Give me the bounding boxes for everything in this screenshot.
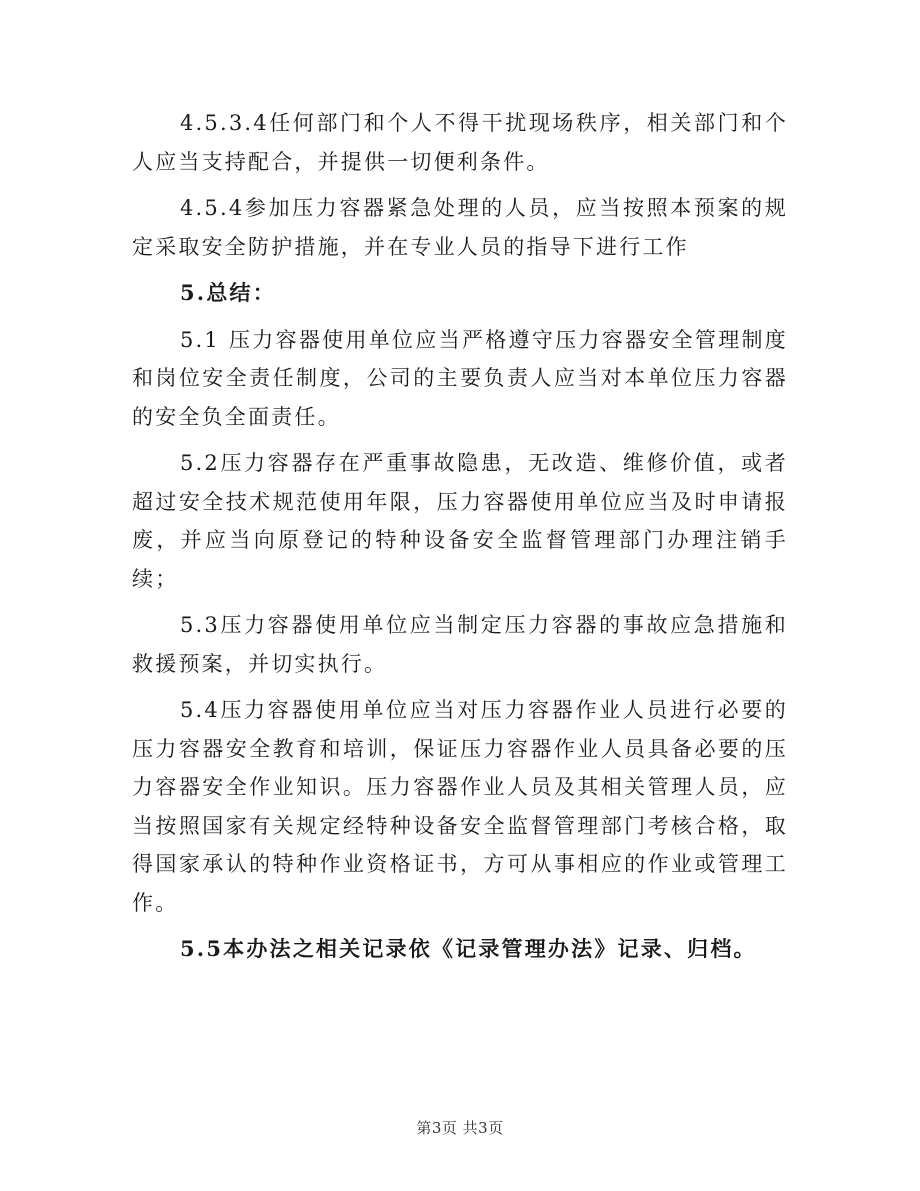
paragraph-5-3: 5.3压力容器使用单位应当制定压力容器的事故应急措施和救援预案，并切实执行。: [132, 613, 788, 676]
section-heading-summary: 5.总结：: [180, 280, 276, 305]
paragraph-5-2: 5.2压力容器存在严重事故隐患，无改造、维修价值，或者超过安全技术规范使用年限，压力容器使用单位应当及时申请报废，并应当向原登记的特种设备安全监督管理部门办理注销手续；: [132, 451, 788, 591]
paragraph-5-4: 5.4压力容器使用单位应当对压力容器作业人员进行必要的压力容器安全教育和培训，保证压力容器作业人员具备必要的压力容器安全作业知识。压力容器作业人员及其相关管理人员，应当按照国家有关规定经特种设备安全监督管理部门考核合格，取得国家承认的特种作业资格证书，方可从事相应的作业或管理工作。: [132, 698, 788, 915]
paragraph-5-1: 5.1 压力容器使用单位应当严格遵守压力容器安全管理制度和岗位安全责任制度，公司的主要负责人应当对本单位压力容器的安全负全面责任。: [132, 327, 788, 429]
paragraph-4-5-3-4: 4.5.3.4任何部门和个人不得干扰现场秩序，相关部门和个人应当支持配合，并提供一切便利条件。: [132, 111, 788, 174]
paragraph-4-5-4: 4.5.4参加压力容器紧急处理的人员，应当按照本预案的规定采取安全防护措施，并在专业人员的指导下进行工作: [132, 196, 788, 259]
paragraph-5-5: 5.5本办法之相关记录依《记录管理办法》记录、归档。: [180, 936, 757, 961]
page-number-footer: 第3页 共3页: [416, 1119, 504, 1137]
document-body: [132, 104, 788, 977]
